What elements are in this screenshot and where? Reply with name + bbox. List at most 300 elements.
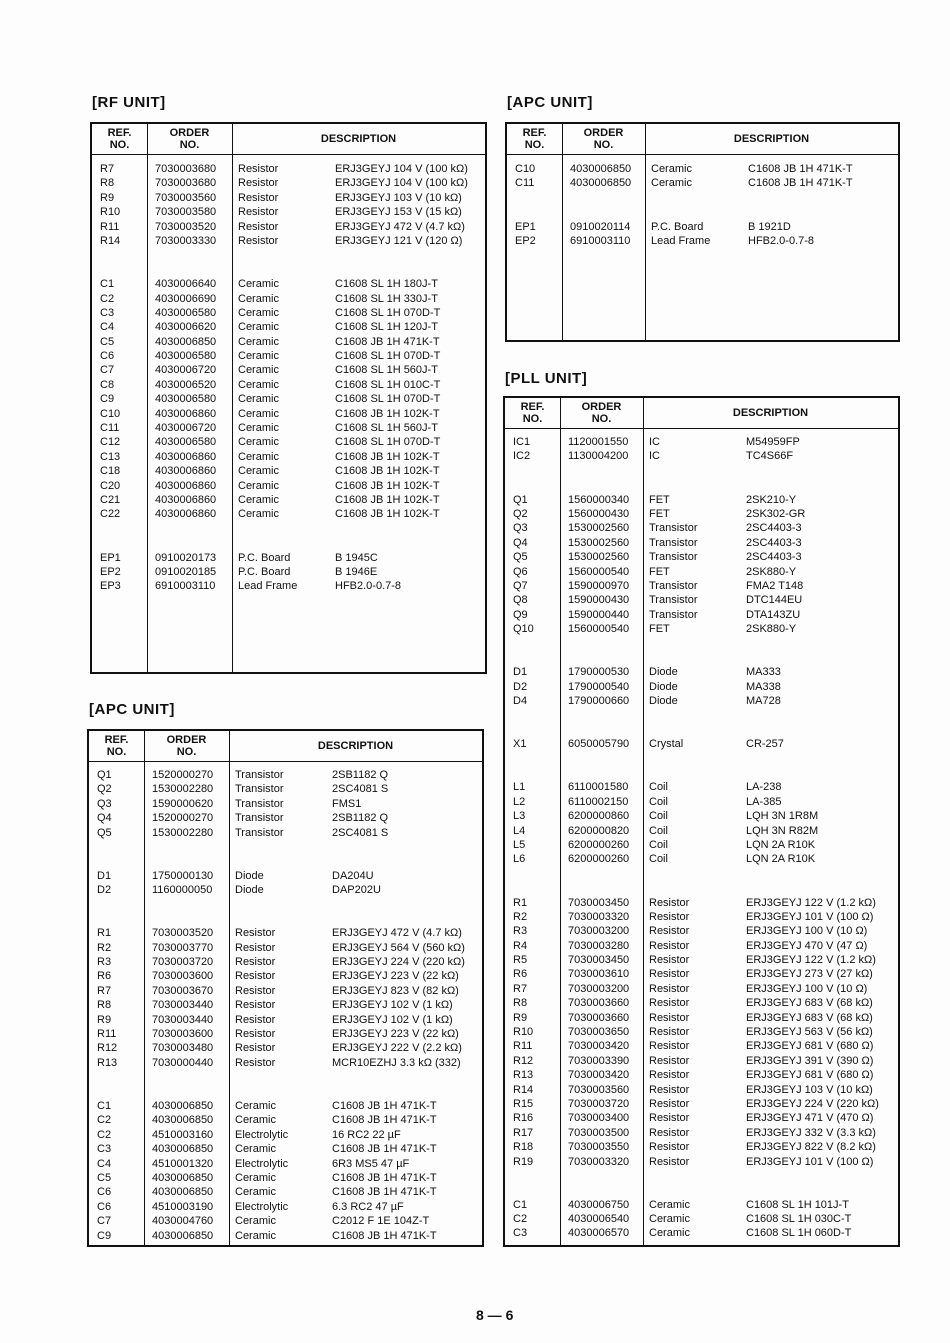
table-row bbox=[505, 766, 898, 780]
order-no: 7030003450 bbox=[568, 896, 630, 909]
part-type: Transistor bbox=[649, 594, 698, 607]
part-type: Ceramic bbox=[238, 364, 279, 377]
part-type: Ceramic bbox=[235, 1171, 276, 1184]
header-description: DESCRIPTION bbox=[732, 407, 809, 419]
part-type: Ceramic bbox=[235, 1099, 276, 1112]
table-row bbox=[505, 636, 898, 650]
part-description: ERJ3GEYJ 104 V (100 kΩ) bbox=[335, 163, 468, 175]
ref-no: C5 bbox=[100, 335, 115, 348]
ref-no: L2 bbox=[513, 795, 526, 808]
part-type: Ceramic bbox=[238, 278, 279, 291]
part-description: C1608 SL 1H 070D-T bbox=[335, 350, 441, 363]
parts-rows bbox=[507, 162, 898, 248]
table-row bbox=[92, 292, 485, 306]
table-row bbox=[505, 464, 898, 478]
table-row bbox=[92, 176, 485, 190]
ref-no: R8 bbox=[97, 999, 112, 1012]
order-no: 6200000260 bbox=[568, 838, 630, 851]
part-description: C1608 JB 1H 471K-T bbox=[748, 163, 853, 175]
order-no: 0910020114 bbox=[570, 220, 631, 233]
table-row bbox=[505, 723, 898, 737]
ref-no: C1 bbox=[513, 1198, 528, 1211]
table-row bbox=[89, 984, 482, 998]
part-type: P.C. Board bbox=[651, 220, 704, 233]
table-row bbox=[505, 809, 898, 823]
table-row bbox=[507, 191, 898, 205]
part-type: Resistor bbox=[649, 925, 690, 938]
table-row bbox=[89, 826, 482, 840]
ref-no: R6 bbox=[513, 968, 528, 981]
unit-title: [RF UNIT] bbox=[92, 94, 166, 111]
part-type: Coil bbox=[649, 795, 668, 808]
table-row bbox=[505, 953, 898, 967]
part-description: ERJ3GEYJ 122 V (1.2 kΩ) bbox=[746, 954, 876, 967]
part-type: Resistor bbox=[649, 939, 690, 952]
ref-no: R12 bbox=[97, 1042, 118, 1055]
part-description: HFB2.0-0.7-8 bbox=[335, 580, 402, 593]
part-type: Coil bbox=[649, 824, 668, 837]
part-description: C1608 JB 1H 102K-T bbox=[335, 479, 440, 492]
order-no: 7030003580 bbox=[155, 206, 217, 219]
part-type: Resistor bbox=[649, 1069, 690, 1082]
table-row bbox=[89, 955, 482, 969]
table-row bbox=[92, 205, 485, 219]
order-no: 0910020185 bbox=[155, 565, 217, 578]
table-row bbox=[89, 883, 482, 897]
order-no: 7030003720 bbox=[568, 1097, 630, 1110]
order-no: 4030006850 bbox=[152, 1143, 214, 1156]
ref-no: L3 bbox=[513, 810, 526, 823]
table-row bbox=[507, 162, 898, 176]
table-row bbox=[505, 1155, 898, 1169]
part-description: ERJ3GEYJ 223 V (22 kΩ) bbox=[332, 970, 459, 983]
ref-no: R7 bbox=[97, 984, 112, 997]
part-type: FET bbox=[649, 507, 670, 520]
ref-no: Q2 bbox=[513, 507, 528, 520]
ref-no: EP2 bbox=[515, 234, 536, 247]
table-row bbox=[507, 205, 898, 219]
ref-no: C20 bbox=[100, 479, 121, 492]
table-row bbox=[505, 996, 898, 1010]
part-description: LQN 2A R10K bbox=[746, 853, 816, 866]
part-description: C1608 JB 1H 471K-T bbox=[332, 1171, 437, 1184]
ref-no: R7 bbox=[513, 982, 528, 995]
header-description: DESCRIPTION bbox=[733, 133, 810, 145]
ref-no: Q5 bbox=[97, 826, 112, 839]
parts-table bbox=[90, 122, 487, 674]
part-type: Resistor bbox=[649, 1126, 690, 1139]
table-row bbox=[505, 881, 898, 895]
table-row bbox=[505, 565, 898, 579]
part-description: C1608 JB 1H 102K-T bbox=[335, 493, 440, 506]
part-description: MA728 bbox=[746, 695, 781, 708]
ref-no: D2 bbox=[513, 680, 528, 693]
part-type: Ceramic bbox=[235, 1186, 276, 1199]
table-row bbox=[505, 608, 898, 622]
ref-no: R3 bbox=[513, 925, 528, 938]
part-type: FET bbox=[649, 565, 670, 578]
order-no: 7030000440 bbox=[152, 1056, 214, 1069]
part-description: C1608 JB 1H 471K-T bbox=[332, 1114, 437, 1127]
ref-no: C22 bbox=[100, 508, 121, 521]
part-description: ERJ3GEYJ 100 V (10 Ω) bbox=[746, 925, 868, 938]
ref-no: Q9 bbox=[513, 608, 528, 621]
part-description: ERJ3GEYJ 103 V (10 kΩ) bbox=[746, 1083, 873, 1096]
ref-no: C3 bbox=[100, 306, 115, 319]
table-row bbox=[505, 1068, 898, 1082]
part-description: C1608 JB 1H 471K-T bbox=[332, 1229, 437, 1242]
order-no: 1560000540 bbox=[568, 623, 630, 636]
ref-no: C4 bbox=[100, 321, 115, 334]
order-no: 7030003480 bbox=[152, 1042, 214, 1055]
part-description: C1608 JB 1H 102K-T bbox=[335, 508, 440, 521]
table-row bbox=[92, 551, 485, 565]
part-type: Lead Frame bbox=[238, 580, 298, 593]
part-type: Resistor bbox=[238, 220, 279, 233]
table-row bbox=[505, 1054, 898, 1068]
part-type: IC bbox=[649, 436, 660, 448]
ref-no: IC1 bbox=[513, 436, 531, 448]
table-row bbox=[92, 220, 485, 234]
ref-no: R19 bbox=[513, 1155, 534, 1168]
part-description: HFB2.0-0.7-8 bbox=[748, 234, 815, 247]
ref-no: C10 bbox=[100, 407, 121, 420]
part-type: Diode bbox=[649, 680, 678, 693]
part-description: 2SB1182 Q bbox=[332, 769, 389, 781]
table-row bbox=[92, 464, 485, 478]
part-type: Resistor bbox=[235, 984, 276, 997]
ref-no: C8 bbox=[100, 378, 115, 391]
table-row bbox=[505, 1083, 898, 1097]
table-row bbox=[89, 1027, 482, 1041]
ref-no: R3 bbox=[97, 956, 112, 969]
ref-no: Q2 bbox=[97, 783, 112, 796]
ref-no: C1 bbox=[97, 1099, 112, 1112]
order-no: 7030003420 bbox=[568, 1040, 630, 1053]
part-description: ERJ3GEYJ 332 V (3.3 kΩ) bbox=[746, 1126, 876, 1139]
part-description: C1608 SL 1H 070D-T bbox=[335, 306, 441, 319]
part-description: 2SB1182 Q bbox=[332, 812, 389, 825]
ref-no: C21 bbox=[100, 493, 121, 506]
part-type: Ceramic bbox=[235, 1143, 276, 1156]
order-no: 4510003190 bbox=[152, 1200, 214, 1213]
ref-no: R8 bbox=[100, 177, 115, 190]
order-no: 4510003160 bbox=[152, 1128, 214, 1141]
part-type: Ceramic bbox=[238, 479, 279, 492]
part-description: 2SC4403-3 bbox=[746, 522, 802, 535]
ref-no: C7 bbox=[100, 364, 115, 377]
part-type: Transistor bbox=[235, 812, 284, 825]
part-description: C1608 SL 1H 560J-T bbox=[335, 364, 438, 377]
ref-no: R11 bbox=[100, 220, 120, 233]
part-type: Ceramic bbox=[238, 292, 279, 305]
part-type: Resistor bbox=[649, 910, 690, 923]
part-description: ERJ3GEYJ 224 V (220 kΩ) bbox=[746, 1097, 879, 1110]
table-row bbox=[89, 869, 482, 883]
ref-no: L5 bbox=[513, 838, 526, 851]
table-row bbox=[89, 1185, 482, 1199]
part-type: Resistor bbox=[649, 997, 690, 1010]
order-no: 7030003680 bbox=[155, 163, 217, 175]
part-type: Ceramic bbox=[649, 1198, 690, 1211]
order-no: 0910020173 bbox=[155, 551, 217, 564]
part-type: Electrolytic bbox=[235, 1200, 289, 1213]
header-ref-no: REF. NO. bbox=[520, 401, 545, 425]
order-no: 4030006720 bbox=[155, 364, 217, 377]
part-type: FET bbox=[649, 493, 670, 506]
order-no: 1590000620 bbox=[152, 797, 214, 810]
order-no: 7030003720 bbox=[152, 956, 214, 969]
table-row bbox=[92, 579, 485, 593]
ref-no: EP1 bbox=[100, 551, 121, 564]
parts-rows bbox=[92, 162, 485, 594]
ref-no: C2 bbox=[97, 1128, 112, 1141]
unit-title: [APC UNIT] bbox=[89, 701, 175, 718]
ref-no: R4 bbox=[513, 939, 528, 952]
order-no: 7030003560 bbox=[568, 1083, 630, 1096]
table-row bbox=[92, 507, 485, 521]
order-no: 4030006860 bbox=[155, 450, 217, 463]
part-type: Ceramic bbox=[238, 465, 279, 478]
part-description: ERJ3GEYJ 121 V (120 Ω) bbox=[335, 234, 463, 247]
part-description: LQH 3N 1R8M bbox=[746, 810, 819, 823]
header-description: DESCRIPTION bbox=[317, 740, 394, 752]
table-row bbox=[92, 421, 485, 435]
part-description: ERJ3GEYJ 564 V (560 kΩ) bbox=[332, 941, 465, 954]
table-row bbox=[505, 579, 898, 593]
order-no: 1750000130 bbox=[152, 869, 214, 882]
table-row bbox=[505, 967, 898, 981]
order-no: 1520000270 bbox=[152, 769, 214, 781]
ref-no: R6 bbox=[97, 970, 112, 983]
ref-no: C12 bbox=[100, 436, 121, 449]
ref-no: X1 bbox=[513, 738, 527, 751]
header-ref-no: REF. NO. bbox=[107, 127, 132, 151]
table-row bbox=[89, 797, 482, 811]
part-type: Ceramic bbox=[238, 508, 279, 521]
part-description: ERJ3GEYJ 563 V (56 kΩ) bbox=[746, 1026, 873, 1039]
order-no: 7030003420 bbox=[568, 1069, 630, 1082]
part-description: ERJ3GEYJ 223 V (22 kΩ) bbox=[332, 1028, 459, 1041]
part-type: Ceramic bbox=[238, 306, 279, 319]
ref-no: EP1 bbox=[515, 220, 536, 233]
table-row bbox=[505, 680, 898, 694]
ref-no: C2 bbox=[97, 1114, 112, 1127]
part-type: Coil bbox=[649, 810, 668, 823]
header-ref-no: REF. NO. bbox=[104, 734, 129, 758]
table-row bbox=[89, 782, 482, 796]
part-type: Ceramic bbox=[235, 1229, 276, 1242]
part-type: Resistor bbox=[649, 1141, 690, 1154]
order-no: 1530002560 bbox=[568, 536, 630, 549]
order-no: 4030006850 bbox=[152, 1186, 214, 1199]
part-description: ERJ3GEYJ 681 V (680 Ω) bbox=[746, 1069, 874, 1082]
order-no: 1560000430 bbox=[568, 507, 630, 520]
table-row bbox=[89, 941, 482, 955]
part-description: 2SC4081 S bbox=[332, 783, 389, 796]
order-no: 6910003110 bbox=[155, 580, 216, 593]
table-row bbox=[505, 1140, 898, 1154]
part-type: Diode bbox=[235, 869, 264, 882]
part-description: FMA2 T148 bbox=[746, 579, 804, 592]
part-description: C1608 SL 1H 101J-T bbox=[746, 1198, 849, 1211]
part-description: 16 RC2 22 µF bbox=[332, 1128, 401, 1141]
order-no: 7030003320 bbox=[568, 1155, 630, 1168]
part-type: Transistor bbox=[235, 783, 284, 796]
part-type: Ceramic bbox=[235, 1114, 276, 1127]
part-type: Ceramic bbox=[649, 1227, 690, 1240]
ref-no: C18 bbox=[100, 465, 121, 478]
order-no: 4030006850 bbox=[152, 1171, 214, 1184]
part-type: Resistor bbox=[649, 1097, 690, 1110]
ref-no: C7 bbox=[97, 1215, 112, 1228]
page-number: 8 — 6 bbox=[476, 1307, 514, 1323]
part-description: C1608 JB 1H 102K-T bbox=[335, 407, 440, 420]
part-description: ERJ3GEYJ 822 V (8.2 kΩ) bbox=[746, 1141, 876, 1154]
part-type: Coil bbox=[649, 853, 668, 866]
parts-rows bbox=[505, 435, 898, 1241]
table-row bbox=[92, 363, 485, 377]
order-no: 4030006860 bbox=[155, 407, 217, 420]
part-description: ERJ3GEYJ 273 V (27 kΩ) bbox=[746, 968, 873, 981]
part-description: B 1921D bbox=[748, 220, 791, 233]
part-type: Ceramic bbox=[238, 493, 279, 506]
part-type: Resistor bbox=[649, 968, 690, 981]
order-no: 4030006860 bbox=[155, 508, 217, 521]
order-no: 7030003400 bbox=[568, 1112, 630, 1125]
ref-no: R16 bbox=[513, 1112, 534, 1125]
part-description: ERJ3GEYJ 683 V (68 kΩ) bbox=[746, 1011, 873, 1024]
part-description: ERJ3GEYJ 391 V (390 Ω) bbox=[746, 1054, 874, 1067]
order-no: 7030003600 bbox=[152, 1028, 214, 1041]
table-row bbox=[505, 622, 898, 636]
unit-title: [APC UNIT] bbox=[507, 94, 593, 111]
table-row bbox=[92, 320, 485, 334]
order-no: 4030006640 bbox=[155, 278, 217, 291]
ref-no: C2 bbox=[100, 292, 115, 305]
table-row bbox=[89, 998, 482, 1012]
order-no: 7030003450 bbox=[568, 954, 630, 967]
table-row bbox=[89, 1128, 482, 1142]
ref-no: L4 bbox=[513, 824, 526, 837]
part-type: IC bbox=[649, 450, 660, 463]
table-row bbox=[505, 1097, 898, 1111]
part-description: 6R3 MS5 47 µF bbox=[332, 1157, 410, 1170]
table-row bbox=[92, 335, 485, 349]
part-type: Transistor bbox=[649, 536, 698, 549]
table-row bbox=[505, 838, 898, 852]
table-row bbox=[89, 1200, 482, 1214]
part-description: ERJ3GEYJ 472 V (4.7 kΩ) bbox=[332, 927, 462, 940]
table-row bbox=[92, 392, 485, 406]
order-no: 4030006850 bbox=[570, 163, 632, 175]
part-type: Ceramic bbox=[238, 378, 279, 391]
part-type: Resistor bbox=[235, 999, 276, 1012]
part-type: Transistor bbox=[235, 797, 284, 810]
part-description: LA-238 bbox=[746, 781, 782, 794]
parts-rows bbox=[89, 768, 482, 1243]
part-description: ERJ3GEYJ 101 V (100 Ω) bbox=[746, 1155, 874, 1168]
ref-no: R14 bbox=[513, 1083, 534, 1096]
table-row bbox=[89, 1157, 482, 1171]
ref-no: R17 bbox=[513, 1126, 534, 1139]
header-divider bbox=[505, 428, 898, 429]
part-description: C1608 JB 1H 102K-T bbox=[335, 450, 440, 463]
header-ref-no: REF. NO. bbox=[522, 127, 547, 151]
table-row bbox=[92, 234, 485, 248]
table-row bbox=[507, 234, 898, 248]
part-description: ERJ3GEYJ 102 V (1 kΩ) bbox=[332, 999, 453, 1012]
table-row bbox=[89, 912, 482, 926]
table-row bbox=[505, 665, 898, 679]
order-no: 1120001550 bbox=[568, 436, 629, 448]
order-no: 7030003660 bbox=[568, 997, 630, 1010]
table-row bbox=[89, 1214, 482, 1228]
table-row bbox=[505, 478, 898, 492]
ref-no: R13 bbox=[97, 1056, 118, 1069]
part-type: Diode bbox=[649, 695, 678, 708]
order-no: 7030003680 bbox=[155, 177, 217, 190]
part-description: ERJ3GEYJ 102 V (1 kΩ) bbox=[332, 1013, 453, 1026]
parts-table bbox=[87, 729, 484, 1247]
table-row bbox=[505, 1169, 898, 1183]
ref-no: R1 bbox=[97, 927, 112, 940]
order-no: 4030006520 bbox=[155, 378, 217, 391]
part-description: B 1946E bbox=[335, 565, 378, 578]
order-no: 1790000530 bbox=[568, 666, 630, 679]
table-row bbox=[505, 593, 898, 607]
ref-no: C13 bbox=[100, 450, 121, 463]
table-row bbox=[505, 1212, 898, 1226]
part-description: C1608 SL 1H 060D-T bbox=[746, 1227, 852, 1240]
header-description: DESCRIPTION bbox=[320, 133, 397, 145]
part-type: Transistor bbox=[649, 551, 698, 564]
table-row bbox=[92, 191, 485, 205]
ref-no: Q4 bbox=[513, 536, 528, 549]
table-row bbox=[92, 306, 485, 320]
table-row bbox=[505, 910, 898, 924]
part-description: ERJ3GEYJ 104 V (100 kΩ) bbox=[335, 177, 468, 190]
part-description: C2012 F 1E 104Z-T bbox=[332, 1215, 430, 1228]
order-no: 1160000050 bbox=[152, 884, 213, 897]
table-row bbox=[89, 1013, 482, 1027]
order-no: 4030006860 bbox=[155, 465, 217, 478]
table-row bbox=[505, 867, 898, 881]
part-type: Resistor bbox=[238, 191, 279, 204]
ref-no: Q3 bbox=[513, 522, 528, 535]
order-no: 1560000340 bbox=[568, 493, 630, 506]
part-type: Resistor bbox=[649, 896, 690, 909]
part-description: LA-385 bbox=[746, 795, 782, 808]
table-row bbox=[505, 982, 898, 996]
table-row bbox=[505, 1011, 898, 1025]
ref-no: C6 bbox=[97, 1200, 112, 1213]
part-type: Ceramic bbox=[651, 163, 692, 175]
part-description: 2SC4081 S bbox=[332, 826, 389, 839]
part-type: Resistor bbox=[649, 1026, 690, 1039]
order-no: 7030003390 bbox=[568, 1054, 630, 1067]
table-row bbox=[89, 1041, 482, 1055]
table-row bbox=[89, 1171, 482, 1185]
ref-no: EP3 bbox=[100, 580, 121, 593]
ref-no: C5 bbox=[97, 1171, 112, 1184]
order-no: 1560000540 bbox=[568, 565, 630, 578]
table-row bbox=[507, 220, 898, 234]
order-no: 4030006580 bbox=[155, 306, 217, 319]
order-no: 7030003560 bbox=[155, 191, 217, 204]
ref-no: Q1 bbox=[97, 769, 112, 781]
part-type: P.C. Board bbox=[238, 565, 291, 578]
